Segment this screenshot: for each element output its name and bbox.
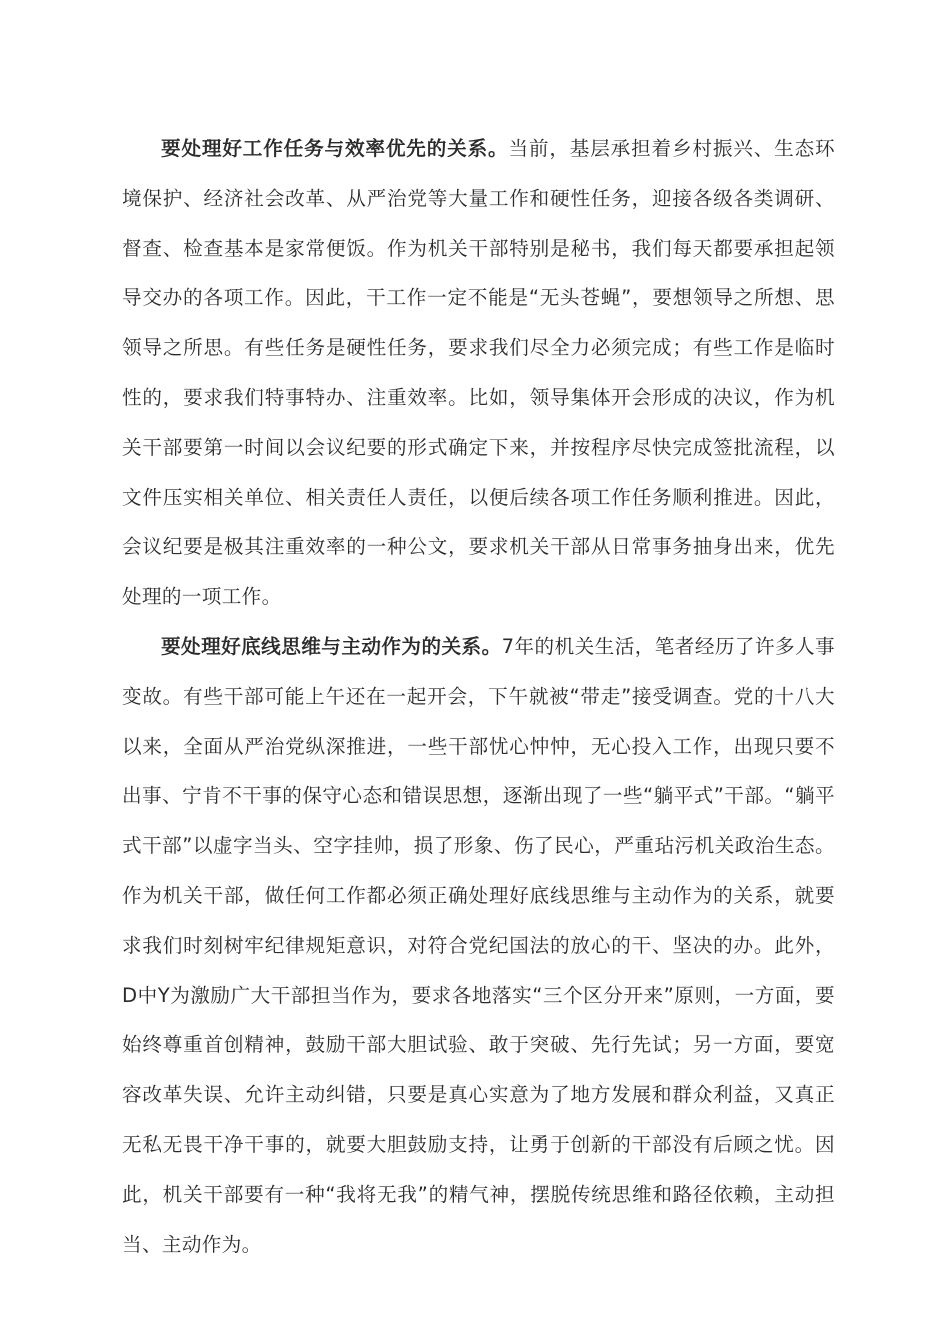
paragraph-text: 7年的机关生活，笔者经历了许多人事变故。有些干部可能上午还在一起开会，下午就被“带走”接受调查。党的十八大以来，全面从严治党纵深推进，一些干部忧心忡忡，无心投入工作，出现只要不出事、宁肯不干事的保守心态和错误思想，逐渐出现了一些“躺平式”干部。“躺平式干部”以虚字当头、空字挂帅，损了形象、伤了民心，严重玷污机关政治生态。作为机关干部，做任何工作都必须正确处理好底线思维与主动作为的关系，就要求我们时刻树牢纪律规矩意识，对符合党纪国法的放心的干、坚决的办。此外，D中Y为激励广大干部担当作为，要求各地落实“三个区分开来”原则，一方面，要始终尊重首创精神，鼓励干部大胆试验、敢于突破、先行先试；另一方面，要宽容改革失误、允许主动纠错，只要是真心实意为了地方发展和群众利益，又真正无私无畏干净干事的，就要大胆鼓励支持，让勇于创新的干部没有后顾之忧。因此，机关干部要有一种“我将无我”的精气神，摆脱传统思维和路径依赖，主动担当、主动作为。	[122, 634, 835, 1256]
paragraph-text: 当前，基层承担着乡村振兴、生态环境保护、经济社会改革、从严治党等大量工作和硬性任务，迎接各级各类调研、督查、检查基本是家常便饭。作为机关干部特别是秘书，我们每天都要承担起领导交办的各项工作。因此，干工作一定不能是“无头苍蝇”，要想领导之所想、思领导之所思。有些任务是硬性任务，要求我们尽全力必须完成；有些工作是临时性的，要求我们特事特办、注重效率。比如，领导集体开会形成的决议，作为机关干部要第一时间以会议纪要的形式确定下来，并按程序尽快完成签批流程，以文件压实相关单位、相关责任人责任，以便后续各项工作任务顺利推进。因此，会议纪要是极其注重效率的一种公文，要求机关干部从日常事务抽身出来，优先处理的一项工作。	[122, 137, 835, 609]
document-body	[122, 124, 835, 1269]
paragraph-heading: 要处理好底线思维与主动作为的关系。	[161, 634, 502, 658]
paragraph-work-efficiency	[122, 124, 835, 622]
paragraph-bottom-line-thinking	[122, 622, 835, 1269]
paragraph-heading: 要处理好工作任务与效率优先的关系。	[161, 137, 509, 160]
